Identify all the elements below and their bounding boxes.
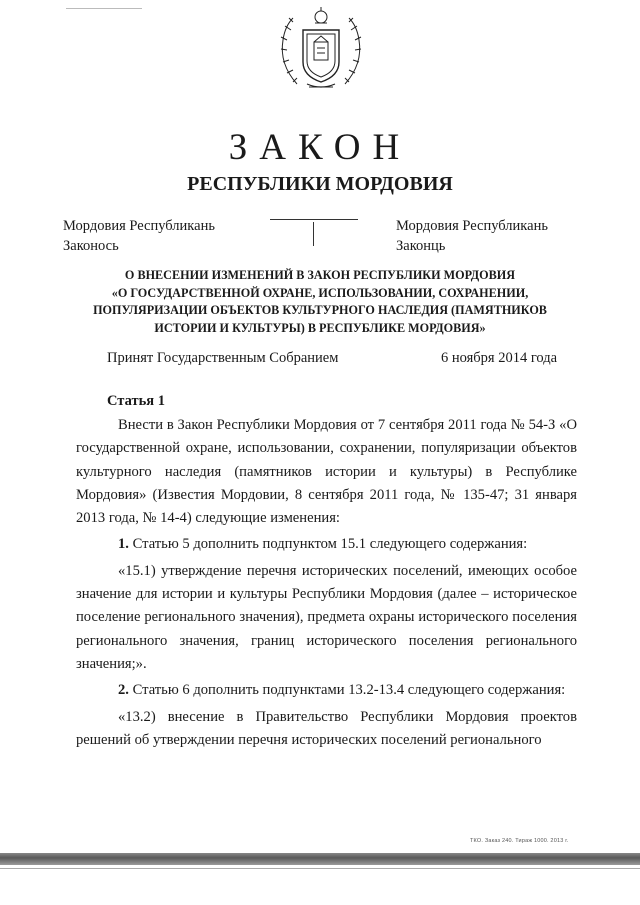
moksha-right-line1: Мордовия Республикань — [396, 218, 548, 234]
registration-line — [270, 219, 358, 220]
law-heading — [70, 267, 570, 337]
law-subtitle: РЕСПУБЛИКИ МОРДОВИЯ — [187, 173, 453, 195]
heading-line-3: ПОПУЛЯРИЗАЦИИ ОБЪЕКТОВ КУЛЬТУРНОГО НАСЛЕДИЯ (ПАМЯТНИКОВ — [93, 303, 547, 317]
moksha-header-right — [396, 216, 548, 256]
scan-edge-line — [0, 868, 640, 869]
article-body — [76, 414, 577, 752]
print-mark: ТКО. Заказ 240. Тираж 1000. 2013 г. — [470, 838, 569, 844]
article-item-2 — [76, 679, 577, 702]
heading-line-1: О ВНЕСЕНИИ ИЗМЕНЕНИЙ В ЗАКОН РЕСПУБЛИКИ МОРДОВИЯ — [124, 268, 516, 282]
item-2-number: 2. — [118, 682, 129, 699]
item-1-number: 1. — [118, 536, 129, 553]
item-2-text: Статью 6 дополнить подпунктами 13.2-13.4 следующего содержания: — [128, 682, 566, 699]
heading-line-4: ИСТОРИИ И КУЛЬТУРЫ) В РЕСПУБЛИКЕ МОРДОВИЯ» — [154, 320, 486, 335]
heading-line-2: «О ГОСУДАРСТВЕННОЙ ОХРАНЕ, ИСПОЛЬЗОВАНИИ, СОХРАНЕНИИ, — [111, 285, 529, 300]
moksha-header-left — [63, 216, 215, 256]
coat-of-arms-icon — [269, 4, 373, 92]
moksha-left-line2: Законось — [63, 238, 119, 254]
registration-tick — [313, 222, 314, 246]
moksha-right-line2: Законць — [396, 238, 446, 254]
adoption-date: 6 ноября 2014 года — [441, 350, 558, 366]
scan-edge-bar — [0, 853, 640, 865]
law-title: ЗАКОН — [228, 127, 412, 168]
article-title: Статья 1 — [107, 393, 165, 409]
moksha-left-line1: Мордовия Республикань — [63, 218, 215, 234]
adoption-text: Принят Государственным Собранием — [107, 350, 339, 366]
scan-mark — [66, 8, 142, 9]
article-item-1 — [76, 533, 577, 556]
article-intro: Внести в Закон Республики Мордовия от 7 сентября 2011 года № 54-З «О государственной охране, использовании, сохранении, популяризации объектов культурного наследия (памятников истории и культуры) в Республике Мордовия» (Известия Мордовии, 8 сентября 2011 года, № 135-47; 31 января 2013 года, № 14-4) следующие изменения: — [76, 417, 577, 527]
article-item-2-quote: «13.2) внесение в Правительство Республики Мордовия проектов решений об утверждении перечня исторических поселений регионального — [76, 708, 577, 748]
item-1-text: Статью 5 дополнить подпунктом 15.1 следующего содержания: — [128, 536, 528, 553]
article-item-1-quote: «15.1) утверждение перечня исторических поселений, имеющих особое значение для истории и культуры Республики Мордовия (далее – историческое поселение регионального значения), предмета охраны исторического поселения регионального значения, границ исторического поселения регионального значения;». — [76, 562, 577, 672]
